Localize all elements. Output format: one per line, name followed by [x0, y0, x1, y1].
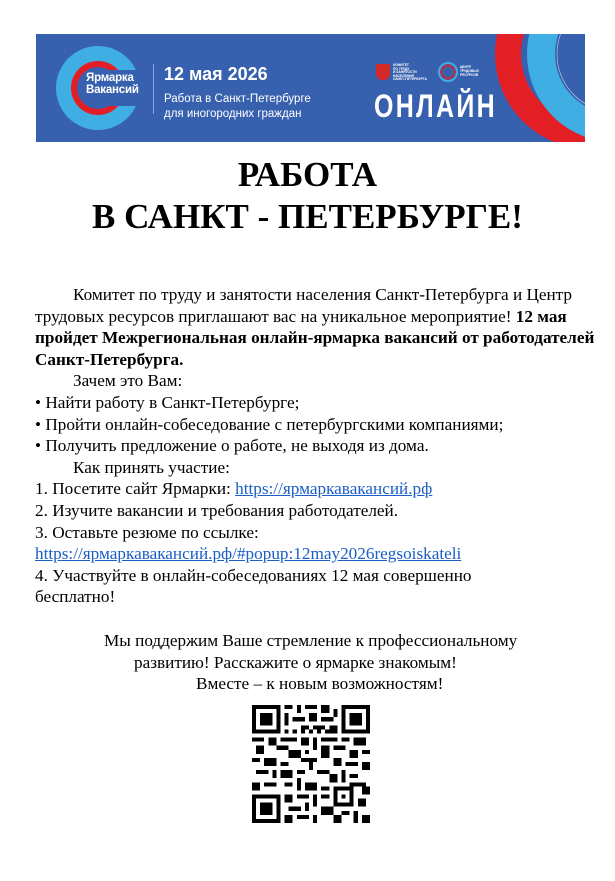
- event-date: 12 мая 2026: [164, 64, 268, 84]
- committee-label: [393, 64, 427, 82]
- step-2: 2. Изучите вакансии и требования работодателей.: [35, 500, 399, 520]
- committee-line: И ЗАНЯТОСТИ: [393, 70, 417, 75]
- why-item: • Найти работу в Санкт-Петербурге;: [35, 392, 300, 412]
- center-line: ЦЕНТР: [460, 65, 472, 69]
- step-4: 4. Участвуйте в онлайн-собеседованиях 12 мая совершенно бесплатно!: [35, 565, 472, 607]
- event-banner: [36, 34, 585, 142]
- spb-crest-icon: [376, 64, 390, 80]
- title-line2: В САНКТ - ПЕТЕРБУРГЕ!: [92, 197, 523, 236]
- closing-line3: Вместе – к новым возможностям!: [196, 674, 444, 694]
- body-text: [35, 284, 595, 608]
- closing-line2: развитию! Расскажите о ярмарке знакомым!: [134, 652, 457, 672]
- step-3: 3. Оставьте резюме по ссылке:: [35, 522, 259, 542]
- subtitle-line1: Работа в Санкт-Петербурге: [164, 93, 311, 105]
- closing-line1: Мы поддержим Ваше стремление к профессиональному: [104, 631, 518, 650]
- logo-text: [86, 72, 139, 96]
- why-item: • Получить предложение о работе, не выходя из дома.: [35, 436, 429, 456]
- event-subtitle: [164, 92, 311, 122]
- committee-line: КОМИТЕТ: [393, 63, 409, 67]
- step-1-text: 1. Посетите сайт Ярмарки:: [35, 479, 236, 499]
- labor-center-label: [460, 66, 479, 77]
- site-link[interactable]: https://ярмаркавакансий.рф: [235, 479, 433, 499]
- qr-code-icon[interactable]: [252, 705, 370, 823]
- intro-paragraph: [35, 284, 595, 370]
- closing-text: [0, 630, 615, 695]
- subtitle-line2: для иногородних граждан: [164, 108, 302, 120]
- committee-line: САНКТ-ПЕТЕРБУРГА: [393, 77, 427, 82]
- committee-line: НАСЕЛЕНИЯ: [393, 73, 414, 78]
- online-label: ОНЛАЙН: [374, 88, 497, 124]
- why-heading: Зачем это Вам:: [73, 371, 183, 391]
- title-line1: РАБОТА: [237, 155, 378, 194]
- committee-line: ПО ТРУДУ: [393, 66, 410, 71]
- intro-bold-text: 12 мая пройдет Межрегиональная онлайн-ярмарка вакансий от работодателей Санкт-Петербурга.: [35, 306, 595, 369]
- why-item: • Пройти онлайн-собеседование с петербургскими компаниями;: [35, 414, 504, 434]
- labor-center-logo-icon: [438, 62, 458, 82]
- step-1: [35, 478, 595, 500]
- intro-text: Комитет по труду и занятости населения Санкт-Петербурга и Центр трудовых ресурсов приглашают вас на уникальное мероприятие!: [35, 285, 572, 326]
- center-line: ТРУДОВЫХ: [460, 68, 479, 73]
- resume-link[interactable]: https://ярмаркавакансий.рф/#popup:12may2026regsoiskateli: [35, 544, 462, 564]
- center-line: РЕСУРСОВ: [460, 72, 479, 77]
- banner-divider: [153, 64, 154, 114]
- page-title: [0, 154, 615, 238]
- logo-text-line1: Ярмарка: [86, 72, 134, 84]
- how-heading: Как принять участие:: [73, 457, 230, 477]
- logo-text-line2: Вакансий: [86, 84, 139, 96]
